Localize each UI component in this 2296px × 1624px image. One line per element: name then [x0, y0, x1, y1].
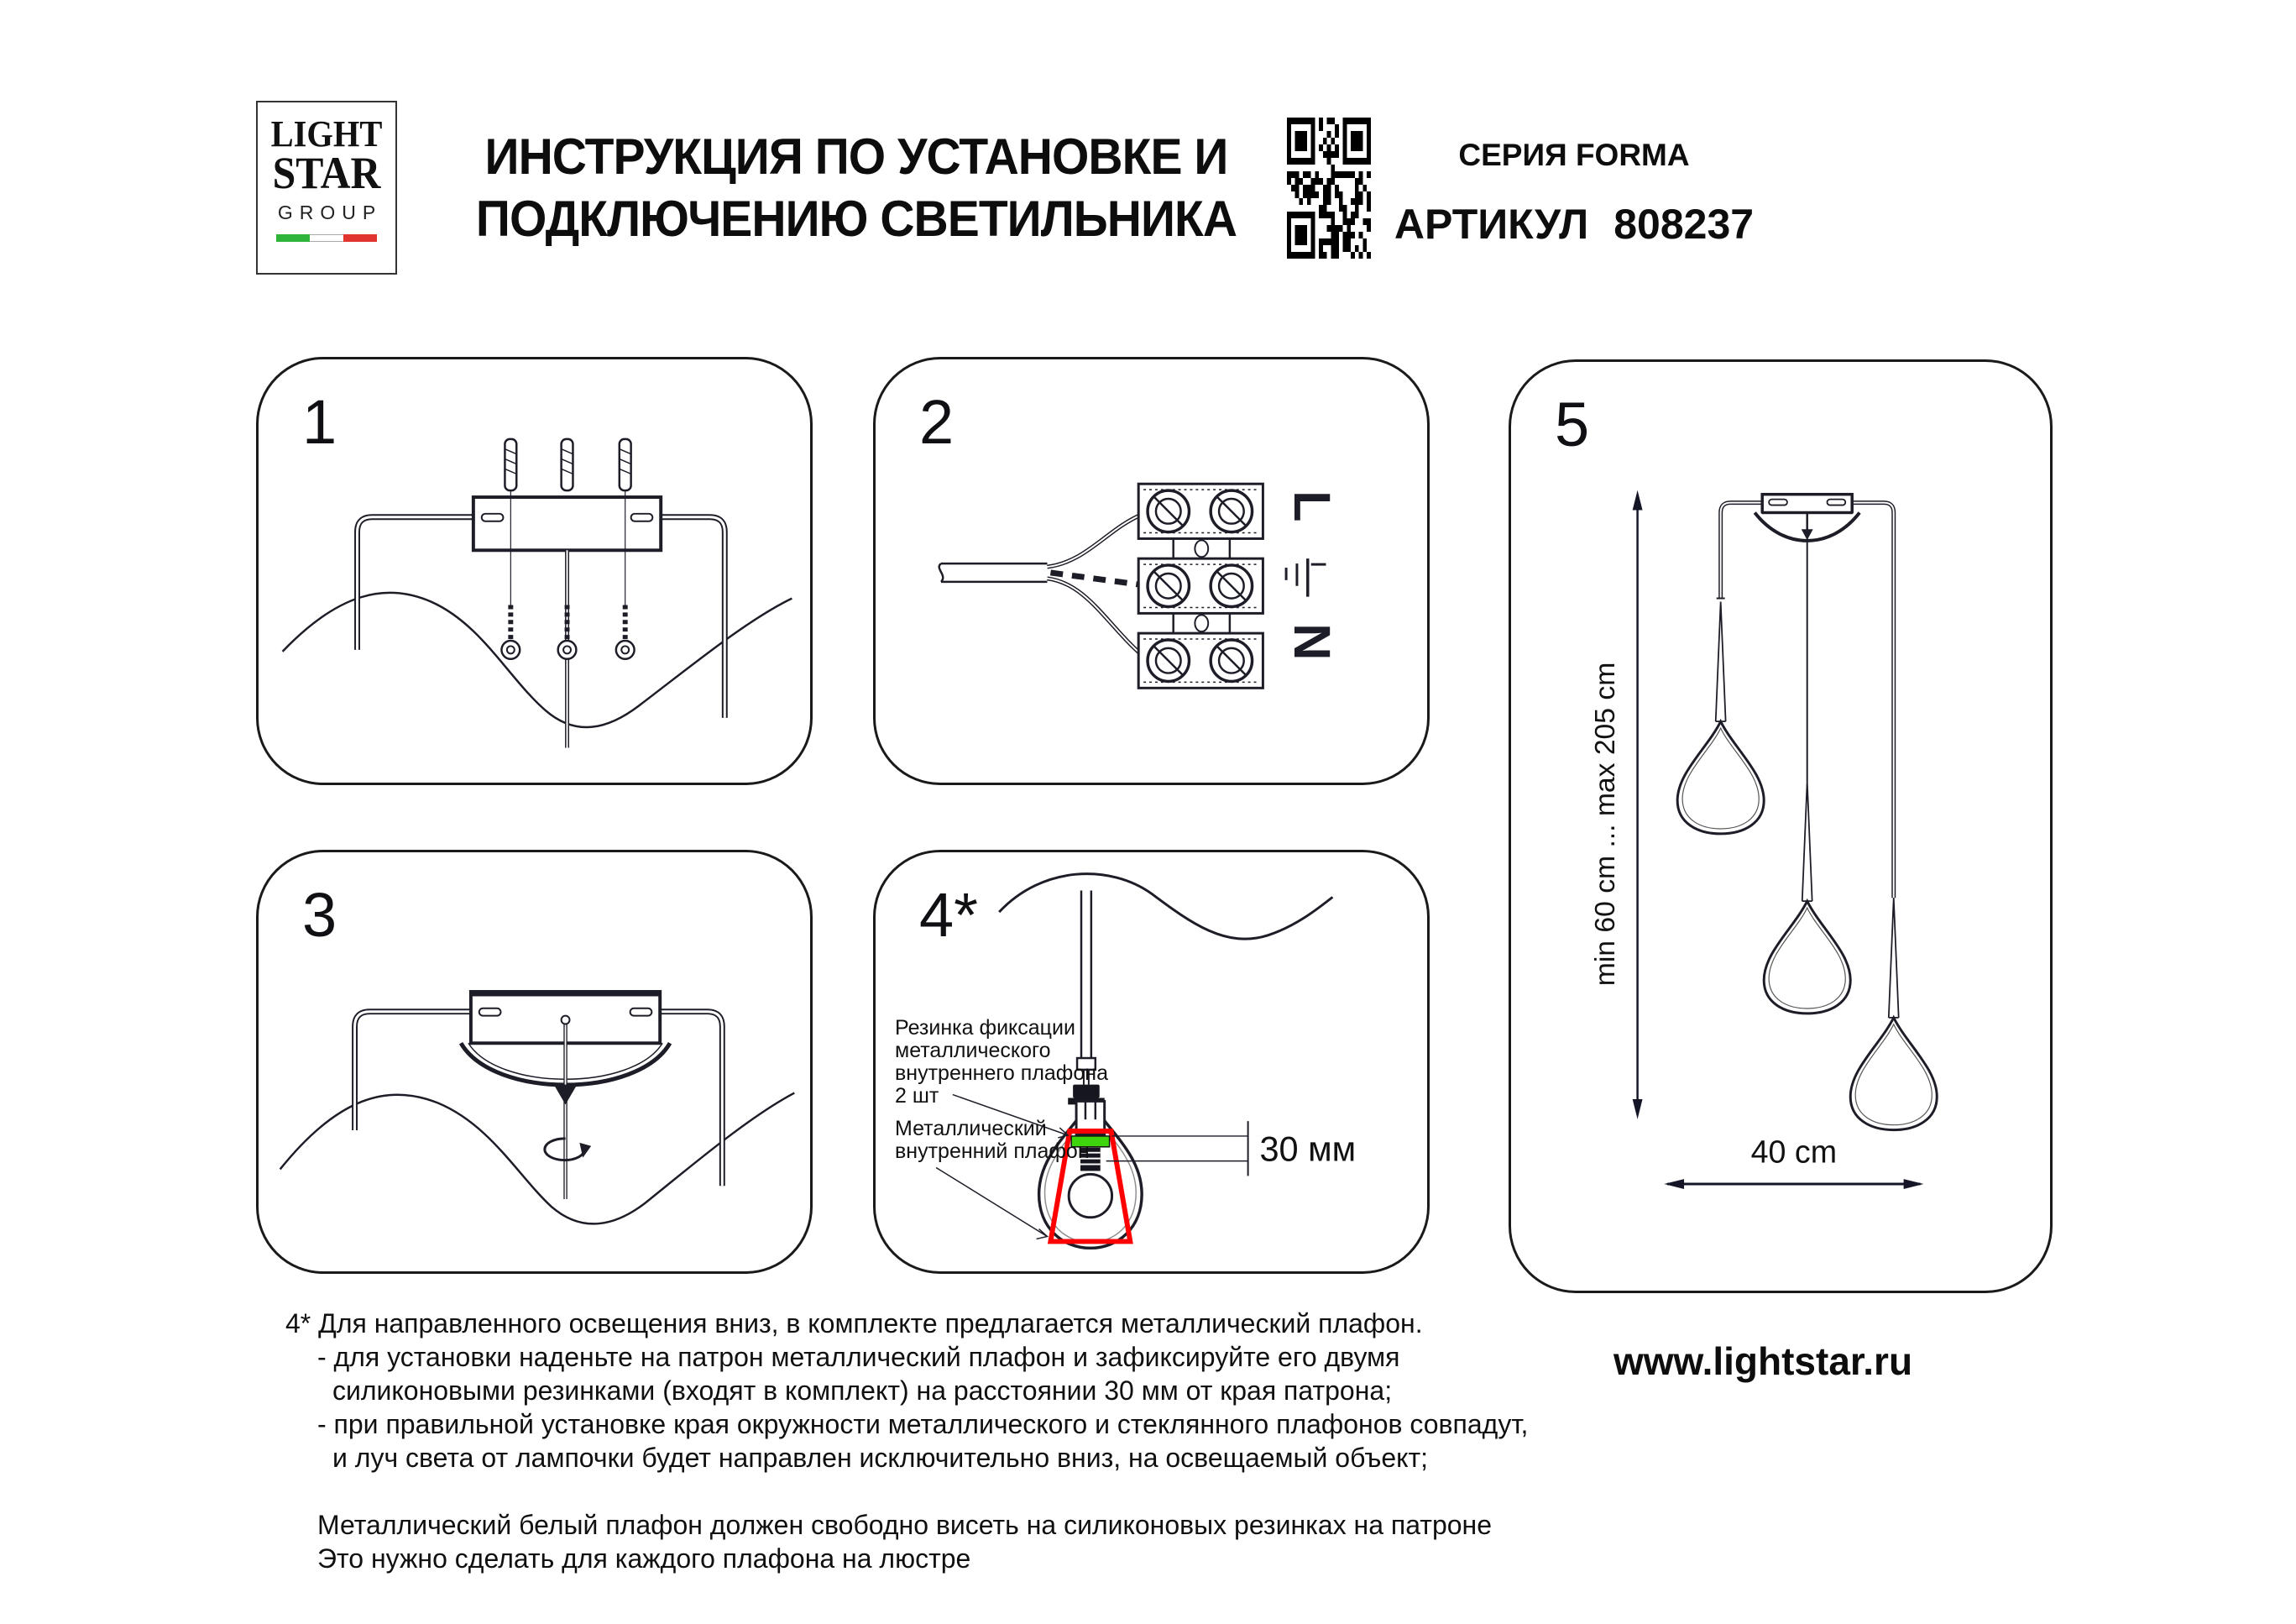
- earth-symbol-icon: [1286, 558, 1326, 596]
- step-5-panel: [1509, 359, 2053, 1293]
- elastic-band-label-line: внутреннего плафона: [895, 1061, 1108, 1085]
- footnote-line: Металлический белый плафон должен свободно висеть на силиконовых резинках на патроне: [317, 1510, 1493, 1540]
- step-3-number: 3: [302, 880, 337, 950]
- fixture-dimensions-diagram: [1511, 362, 2050, 1291]
- metal-shade-label-line: внутренний плафон: [895, 1139, 1090, 1163]
- distance-dim-label: 30 мм: [1259, 1129, 1357, 1169]
- neutral-terminal-label: N: [1283, 623, 1341, 661]
- lightstar-logo: [256, 101, 397, 275]
- italian-flag-icon: [276, 234, 377, 242]
- article-word: АРТИКУЛ: [1394, 201, 1589, 248]
- article-number: 808237: [1613, 201, 1755, 248]
- qr-code: [1287, 118, 1371, 259]
- step-4-number: 4*: [919, 880, 978, 950]
- down-arrow-icon: [554, 1085, 578, 1105]
- flag-red-segment: [343, 234, 377, 242]
- metal-shade-label: [895, 1118, 1090, 1163]
- footnote-line: 4* Для направленного освещения вниз, в комплекте предлагается металлический плафон.: [285, 1308, 1423, 1338]
- step-1-panel: [256, 357, 813, 785]
- flag-white-segment: [310, 234, 343, 242]
- footnote-line: - для установки наденьте на патрон металлический плафон и зафиксируйте его двумя: [317, 1342, 1400, 1372]
- footnote-line: Это нужно сделать для каждого плафона на люстре: [317, 1543, 971, 1574]
- step-5-number: 5: [1555, 390, 1590, 459]
- terminal-block-icon: [1138, 484, 1263, 688]
- logo-group-text: GROUP: [277, 202, 383, 223]
- elastic-band-label-line: металлического: [895, 1039, 1051, 1062]
- step-1-number: 1: [302, 387, 337, 457]
- footnote-line: - при правильной установке края окружности металлического и стеклянного плафонов совпадут,: [317, 1409, 1529, 1439]
- elastic-band-label-line: Резинка фиксации: [895, 1016, 1075, 1040]
- page-title-line1: ИНСТРУКЦИЯ ПО УСТАНОВКЕ И: [484, 128, 1228, 185]
- step-3-panel: [256, 850, 813, 1274]
- page-title-line2: ПОДКЛЮЧЕНИЮ СВЕТИЛЬНИКА: [475, 191, 1237, 247]
- page-title: [437, 126, 1276, 250]
- height-dimension-arrow: [1633, 490, 1643, 1119]
- ceiling-mount-diagram: [259, 359, 810, 783]
- article-label: [1394, 200, 1755, 249]
- step-4-panel: [873, 850, 1430, 1274]
- flag-green-segment: [276, 234, 310, 242]
- rotate-arrow-icon: [545, 1139, 591, 1160]
- series-label: СЕРИЯ FORMA: [1458, 138, 1690, 172]
- website-url: www.lightstar.ru: [1613, 1339, 1913, 1383]
- elastic-band-label-line: 2 шт: [895, 1084, 939, 1108]
- logo-star-text: STAR: [272, 148, 381, 198]
- step-2-number: 2: [919, 387, 954, 457]
- footnote-line: силиконовыми резинками (входят в комплект) на расстоянии 30 мм от края патрона;: [332, 1375, 1393, 1406]
- logo-light-text: LIGHT: [270, 113, 383, 155]
- canopy-install-diagram: [259, 852, 810, 1271]
- footnote-block: [285, 1307, 1561, 1575]
- live-terminal-label: L: [1283, 490, 1341, 522]
- height-dim-label: min 60 cm ... max 205 cm: [1589, 662, 1621, 987]
- terminal-wiring-diagram: [876, 359, 1427, 783]
- footnote-line: и луч света от лампочки будет направлен исключительно вниз, на освещаемый объект;: [332, 1443, 1429, 1473]
- width-dimension-arrow: [1664, 1179, 1923, 1189]
- metal-shade-label-line: Металлический: [895, 1117, 1047, 1140]
- width-dim-label: 40 cm: [1750, 1134, 1838, 1170]
- elastic-band-label: [895, 1017, 1108, 1108]
- step-2-panel: [873, 357, 1430, 785]
